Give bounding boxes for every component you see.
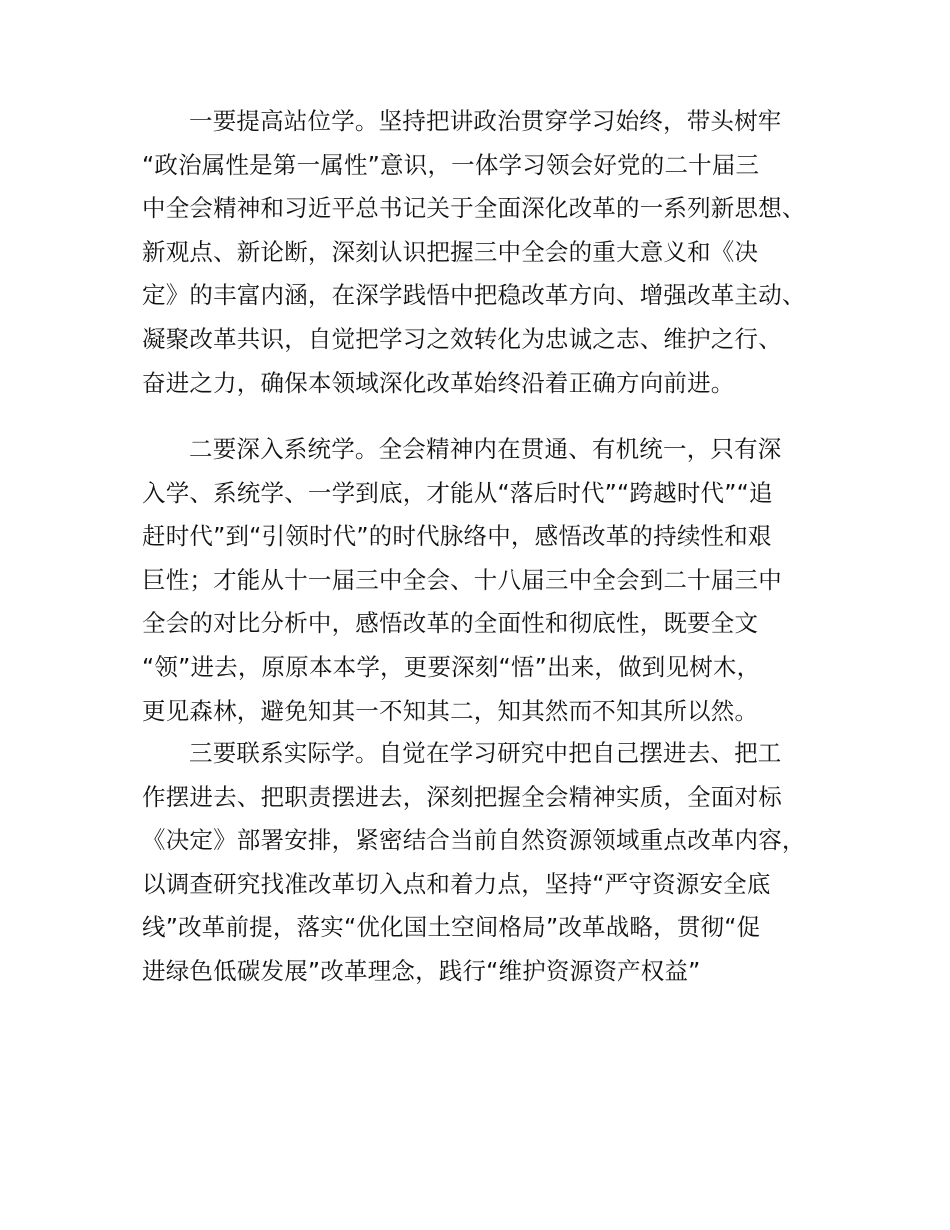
text-line: 中全会精神和习近平总书记关于全面深化改革的一系列新思想、 [142,194,806,223]
text-line: 巨性；才能从十一届三中全会、十八届三中全会到二十届三中 [142,565,782,594]
text-line: 定》的丰富内涵，在深学践悟中把稳改革方向、增强改革主动、 [142,281,806,310]
text-line: 二要深入系统学。全会精神内在贯通、有机统一，只有深 [189,435,782,463]
text-line: 更见森林，避免知其一不知其二，知其然而不知其所以然。 [142,696,759,725]
text-line: 三要联系实际学。自觉在学习研究中把自己摆进去、把工 [189,739,782,767]
text-line: 新观点、新论断，深刻认识把握三中全会的重大意义和《决 [142,237,759,266]
paragraph-systematic-study [142,428,782,733]
text-line: 进绿色低碳发展”改革理念，践行“维护资源资产权益” [142,956,701,985]
text-line: 《决定》部署安排，紧密结合当前自然资源领域重点改革内容， [142,826,806,855]
text-line: 线”改革前提，落实“优化国土空间格局”改革战略，贯彻“促 [142,913,761,942]
text-line: 全会的对比分析中，感悟改革的全面性和彻底性，既要全文 [142,609,759,638]
text-line: 入学、系统学、一学到底，才能从“落后时代”“跨越时代”“追 [142,478,773,507]
paragraph-study-standpoint [142,100,806,405]
text-line: 奋进之力，确保本领域深化改革始终沿着正确方向前进。 [142,368,735,397]
text-line: 赶时代”到“引领时代”的时代脉络中，感悟改革的持续性和艰 [142,522,772,551]
text-line: “领”进去，原原本本学，更要深刻“悟”出来，做到见树木， [142,652,761,681]
text-line: “政治属性是第一属性”意识，一体学习领会好党的二十届三 [142,150,760,179]
text-line: 作摆进去、把职责摆进去，深刻把握全会精神实质，全面对标 [142,782,782,811]
text-line: 一要提高站位学。坚持把讲政治贯穿学习始终，带头树牢 [189,107,782,135]
text-line: 凝聚改革共识，自觉把学习之效转化为忠诚之志、维护之行、 [142,324,782,353]
paragraph-practical-study [142,732,806,994]
text-line: 以调查研究找准改革切入点和着力点，坚持“严守资源安全底 [142,869,771,898]
